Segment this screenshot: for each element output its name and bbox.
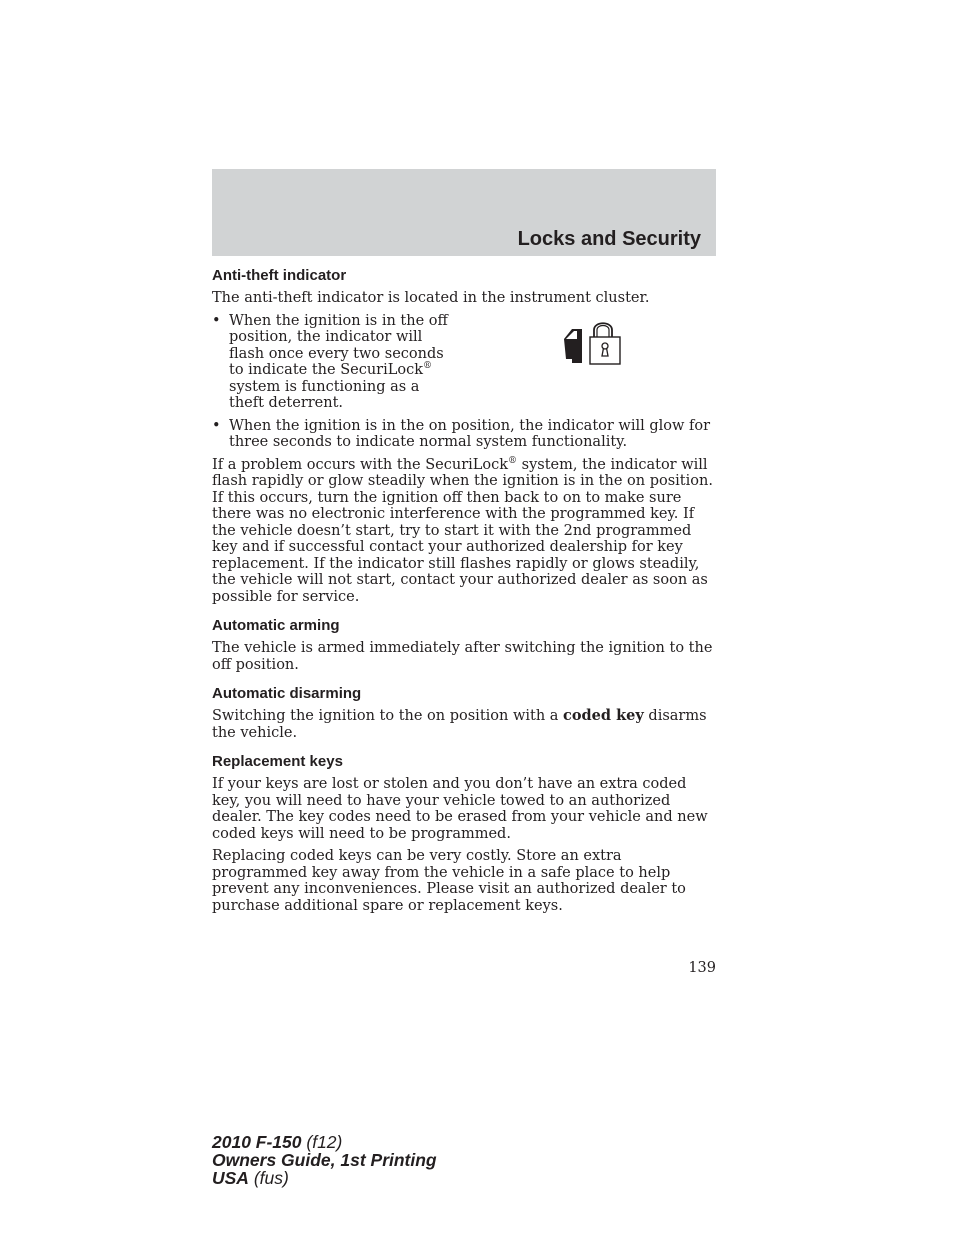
bullet-dot: • (212, 417, 221, 434)
coded-key-emphasis: coded key (563, 707, 644, 724)
footer-line-3: USA (fus) (212, 1168, 289, 1188)
heading-automatic-arming: Automatic arming (212, 617, 340, 634)
page-content (212, 267, 716, 926)
heading-anti-theft: Anti-theft indicator (212, 267, 347, 284)
bullet-dot: • (212, 312, 221, 329)
page-number: 139 (688, 960, 716, 976)
replacement-keys-paragraph-1: If your keys are lost or stolen and you don’t have an extra coded key, you will need to have your vehicle towed to an authorized dealer. The key codes need to be erased from your vehicle and new coded keys will need to be programmed. (212, 776, 708, 842)
bullet-row-with-icon (212, 313, 716, 412)
list-item: • When the ignition is in the off position, the indicator will flash once every two seconds to indicate the SecuriLock® system is functioning as a theft deterrent. (212, 312, 448, 411)
section-title: Locks and Security (517, 228, 701, 250)
anti-theft-lock-icon (562, 317, 624, 367)
document-footer (212, 1133, 437, 1187)
automatic-disarming-paragraph: Switching the ignition to the on position with a coded key disarms the vehicle. (212, 707, 707, 741)
section-header-band (212, 169, 716, 256)
anti-theft-intro: The anti-theft indicator is located in the instrument cluster. (212, 290, 650, 306)
section-anti-theft (212, 267, 716, 605)
heading-automatic-disarming: Automatic disarming (212, 685, 362, 702)
section-replacement-keys (212, 753, 716, 914)
section-automatic-disarming (212, 685, 716, 741)
replacement-keys-paragraph-2: Replacing coded keys can be very costly. Store an extra programmed key away from the vehicle in a safe place to help prevent any inconveniences. Please visit an authorized dealer to purchase additional spare or replacement keys. (212, 848, 686, 914)
list-item: • When the ignition is in the on position, the indicator will glow for three seconds to indicate normal system functionality. (212, 417, 711, 450)
anti-theft-problem-paragraph: If a problem occurs with the SecuriLock® system, the indicator will flash rapidly or glow steadily when the ignition is in the on position. If this occurs, turn the ignition off then back to on to make sure there was no electronic interference with the programmed key. If the vehicle doesn’t start, try to start it with the 2nd programmed key and if successful contact your authorized dealership for key replacement. If the indicator still flashes rapidly or glows steadily, the vehicle will not start, contact your authorized dealer as soon as possible for service. (212, 455, 713, 605)
footer-line-1: 2010 F-150 (f12) (212, 1132, 343, 1152)
heading-replacement-keys: Replacement keys (212, 753, 343, 770)
footer-line-2: Owners Guide, 1st Printing (212, 1150, 437, 1170)
automatic-arming-paragraph: The vehicle is armed immediately after switching the ignition to the off position. (212, 640, 713, 673)
section-automatic-arming (212, 617, 716, 673)
